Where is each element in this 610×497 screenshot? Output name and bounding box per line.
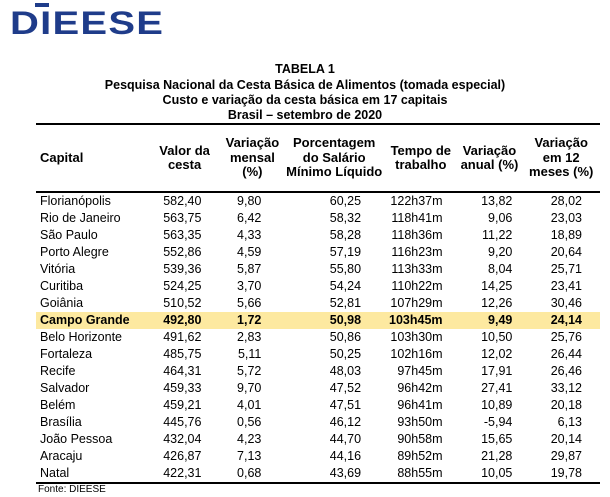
cell-capital: Rio de Janeiro (40, 211, 121, 225)
cell-value: 5,72 (237, 364, 262, 378)
cell-value: 0,68 (221, 465, 283, 483)
cell-capital: Porto Alegre (40, 245, 109, 259)
cell-value: 10,05 (457, 465, 523, 483)
header-capital: Capital (36, 124, 148, 192)
cell-value: 485,75 (163, 347, 202, 361)
cell-value: 426,87 (163, 449, 202, 463)
cell-value: 25,76 (550, 330, 582, 344)
cell-value: 539,36 (163, 262, 202, 276)
cell-capital: João Pessoa (40, 432, 113, 446)
cell-capital: Florianópolis (40, 194, 111, 208)
cell-value: 5,11 (237, 347, 262, 361)
cell-value: 48,03 (329, 364, 362, 378)
cell-value: 93h50m (397, 415, 443, 429)
cell-value: 19,78 (522, 465, 600, 483)
cell-value: 13,82 (481, 194, 513, 208)
cell-capital: Natal (36, 465, 148, 483)
table-row (36, 227, 600, 244)
cell-value: 10,89 (481, 398, 513, 412)
cell-value: 26,44 (550, 347, 582, 361)
table-row (36, 465, 600, 483)
header-variacao-mensal: Variação mensal (%) (221, 124, 283, 192)
cell-value: 15,65 (481, 432, 513, 446)
table-subtitle: Custo e variação da cesta básica em 17 capitais (162, 93, 448, 107)
table-row (36, 210, 600, 227)
cell-capital: Vitória (40, 262, 76, 276)
cell-value: 96h41m (397, 398, 443, 412)
cell-value: 44,70 (329, 432, 362, 446)
table-row (36, 278, 600, 295)
cell-capital: Fortaleza (40, 347, 93, 361)
cell-value: 57,19 (329, 245, 362, 259)
table-row (36, 295, 600, 312)
cell-value: 96h42m (397, 381, 443, 395)
cell-value: 43,69 (283, 465, 385, 483)
cell-value: 58,32 (329, 211, 362, 225)
cell-value: 14,25 (481, 279, 513, 293)
cell-value: 20,18 (550, 398, 582, 412)
cell-value: 89h52m (397, 449, 443, 463)
cell-value: 10,50 (481, 330, 513, 344)
header-tempo-trabalho: Tempo de trabalho (385, 124, 457, 192)
cell-value: 459,33 (163, 381, 202, 395)
cell-value: 33,12 (550, 381, 582, 395)
table-row (36, 431, 600, 448)
cell-value: 17,91 (481, 364, 513, 378)
cell-value: 55,80 (329, 262, 362, 276)
cell-value: 23,41 (550, 279, 582, 293)
cell-value: 118h36m (391, 228, 443, 242)
cell-value: 97h45m (397, 364, 443, 378)
cell-value: 122h37m (390, 194, 443, 208)
cell-value: 524,25 (163, 279, 202, 293)
cell-value: 4,59 (237, 245, 262, 259)
cell-capital: Aracaju (40, 449, 83, 463)
cell-value: 7,13 (237, 449, 262, 463)
cell-value: 1,72 (221, 312, 283, 329)
table-row (36, 244, 600, 261)
cell-value: 563,35 (163, 228, 202, 242)
table-row (36, 312, 600, 329)
cell-value: 25,71 (550, 262, 582, 276)
cell-value: 50,86 (329, 330, 362, 344)
table-body (36, 192, 600, 483)
cell-value: 29,87 (550, 449, 582, 463)
cell-value: 459,21 (163, 398, 202, 412)
cell-value: 21,28 (481, 449, 513, 463)
cell-value: 0,56 (237, 415, 262, 429)
cell-value: 90h58m (397, 432, 443, 446)
cell-value: 491,62 (163, 330, 202, 344)
cell-value: 12,26 (481, 296, 513, 310)
cell-value: 9,06 (488, 211, 513, 225)
header-variacao-12-meses: Variação em 12 meses (%) (522, 124, 600, 192)
cell-value: 9,20 (488, 245, 513, 259)
cell-value: 58,28 (329, 228, 362, 242)
cell-value: 47,52 (329, 381, 362, 395)
cell-value: 102h16m (390, 347, 443, 361)
cell-value: 582,40 (163, 194, 202, 208)
cell-value: 30,46 (550, 296, 582, 310)
cell-value: 27,41 (481, 381, 513, 395)
table-row (36, 448, 600, 465)
cell-value: 4,23 (237, 432, 262, 446)
cell-value: 60,25 (329, 194, 362, 208)
cell-capital: Recife (40, 364, 76, 378)
cell-value: 445,76 (163, 415, 202, 429)
cell-value: 28,02 (550, 194, 582, 208)
table-row (36, 346, 600, 363)
cell-value: 9,80 (237, 194, 262, 208)
cell-value: 492,80 (148, 312, 222, 329)
cell-value: 44,16 (329, 449, 362, 463)
cell-value: 47,51 (329, 398, 362, 412)
header-row (36, 124, 600, 192)
table-row (36, 329, 600, 346)
cell-value: 11,22 (482, 228, 513, 242)
table-row (36, 397, 600, 414)
table-row (36, 192, 600, 210)
header-porcentagem-salario: Porcentagem do Salário Mínimo Líquido (283, 124, 385, 192)
data-table (36, 123, 600, 484)
cell-value: 18,89 (550, 228, 582, 242)
table-period: Brasil – setembro de 2020 (227, 108, 383, 122)
header-valor: Valor da cesta (148, 124, 222, 192)
cell-value: 4,01 (237, 398, 262, 412)
cell-value: 464,31 (163, 364, 202, 378)
cell-value: 103h45m (385, 312, 457, 329)
cell-value: 510,52 (163, 296, 202, 310)
cell-capital: Curitiba (40, 279, 84, 293)
cell-value: 118h41m (391, 211, 443, 225)
cell-capital: Salvador (40, 381, 90, 395)
cell-capital: São Paulo (40, 228, 98, 242)
cell-value: 20,64 (550, 245, 582, 259)
cell-capital: Goiânia (40, 296, 84, 310)
cell-value: 2,83 (237, 330, 262, 344)
cell-value: 50,98 (283, 312, 385, 329)
cell-capital: Belo Horizonte (40, 330, 122, 344)
table-row (36, 261, 600, 278)
cell-value: 24,14 (522, 312, 600, 329)
cell-value: 52,81 (329, 296, 362, 310)
table-row (36, 414, 600, 431)
cell-value: 54,24 (329, 279, 362, 293)
cell-value: 107h29m (390, 296, 443, 310)
cell-value: 9,49 (457, 312, 523, 329)
cell-value: 50,25 (329, 347, 362, 361)
cell-value: 422,31 (148, 465, 222, 483)
table-title: Pesquisa Nacional da Cesta Básica de Alimentos (tomada especial) (104, 78, 506, 92)
cell-value: -5,94 (483, 415, 513, 429)
dieese-logo: DIEESE (10, 5, 165, 41)
cell-value: 9,70 (237, 381, 262, 395)
cell-value: 5,66 (237, 296, 262, 310)
cell-value: 5,87 (237, 262, 262, 276)
cell-value: 4,33 (237, 228, 262, 242)
cell-value: 23,03 (550, 211, 582, 225)
cell-value: 26,46 (550, 364, 582, 378)
cell-value: 12,02 (481, 347, 513, 361)
source-note: Fonte: DIEESE (38, 484, 106, 495)
cell-value: 6,13 (557, 415, 582, 429)
cell-value: 432,04 (163, 432, 202, 446)
cell-value: 46,12 (329, 415, 362, 429)
cell-value: 20,14 (550, 432, 582, 446)
cell-capital: Belém (40, 398, 76, 412)
cell-value: 116h23m (391, 245, 443, 259)
cell-value: 563,75 (163, 211, 202, 225)
cell-value: 552,86 (163, 245, 202, 259)
cell-value: 113h33m (391, 262, 443, 276)
cell-value: 8,04 (488, 262, 513, 276)
table-row (36, 380, 600, 397)
table-number: TABELA 1 (275, 62, 335, 76)
table-row (36, 363, 600, 380)
cell-value: 103h30m (390, 330, 443, 344)
cell-capital: Campo Grande (36, 312, 148, 329)
cell-value: 110h22m (391, 279, 443, 293)
cell-capital: Brasília (40, 415, 82, 429)
cell-value: 3,70 (237, 279, 262, 293)
cell-value: 88h55m (385, 465, 457, 483)
cell-value: 6,42 (237, 211, 262, 225)
header-variacao-anual: Variação anual (%) (457, 124, 523, 192)
